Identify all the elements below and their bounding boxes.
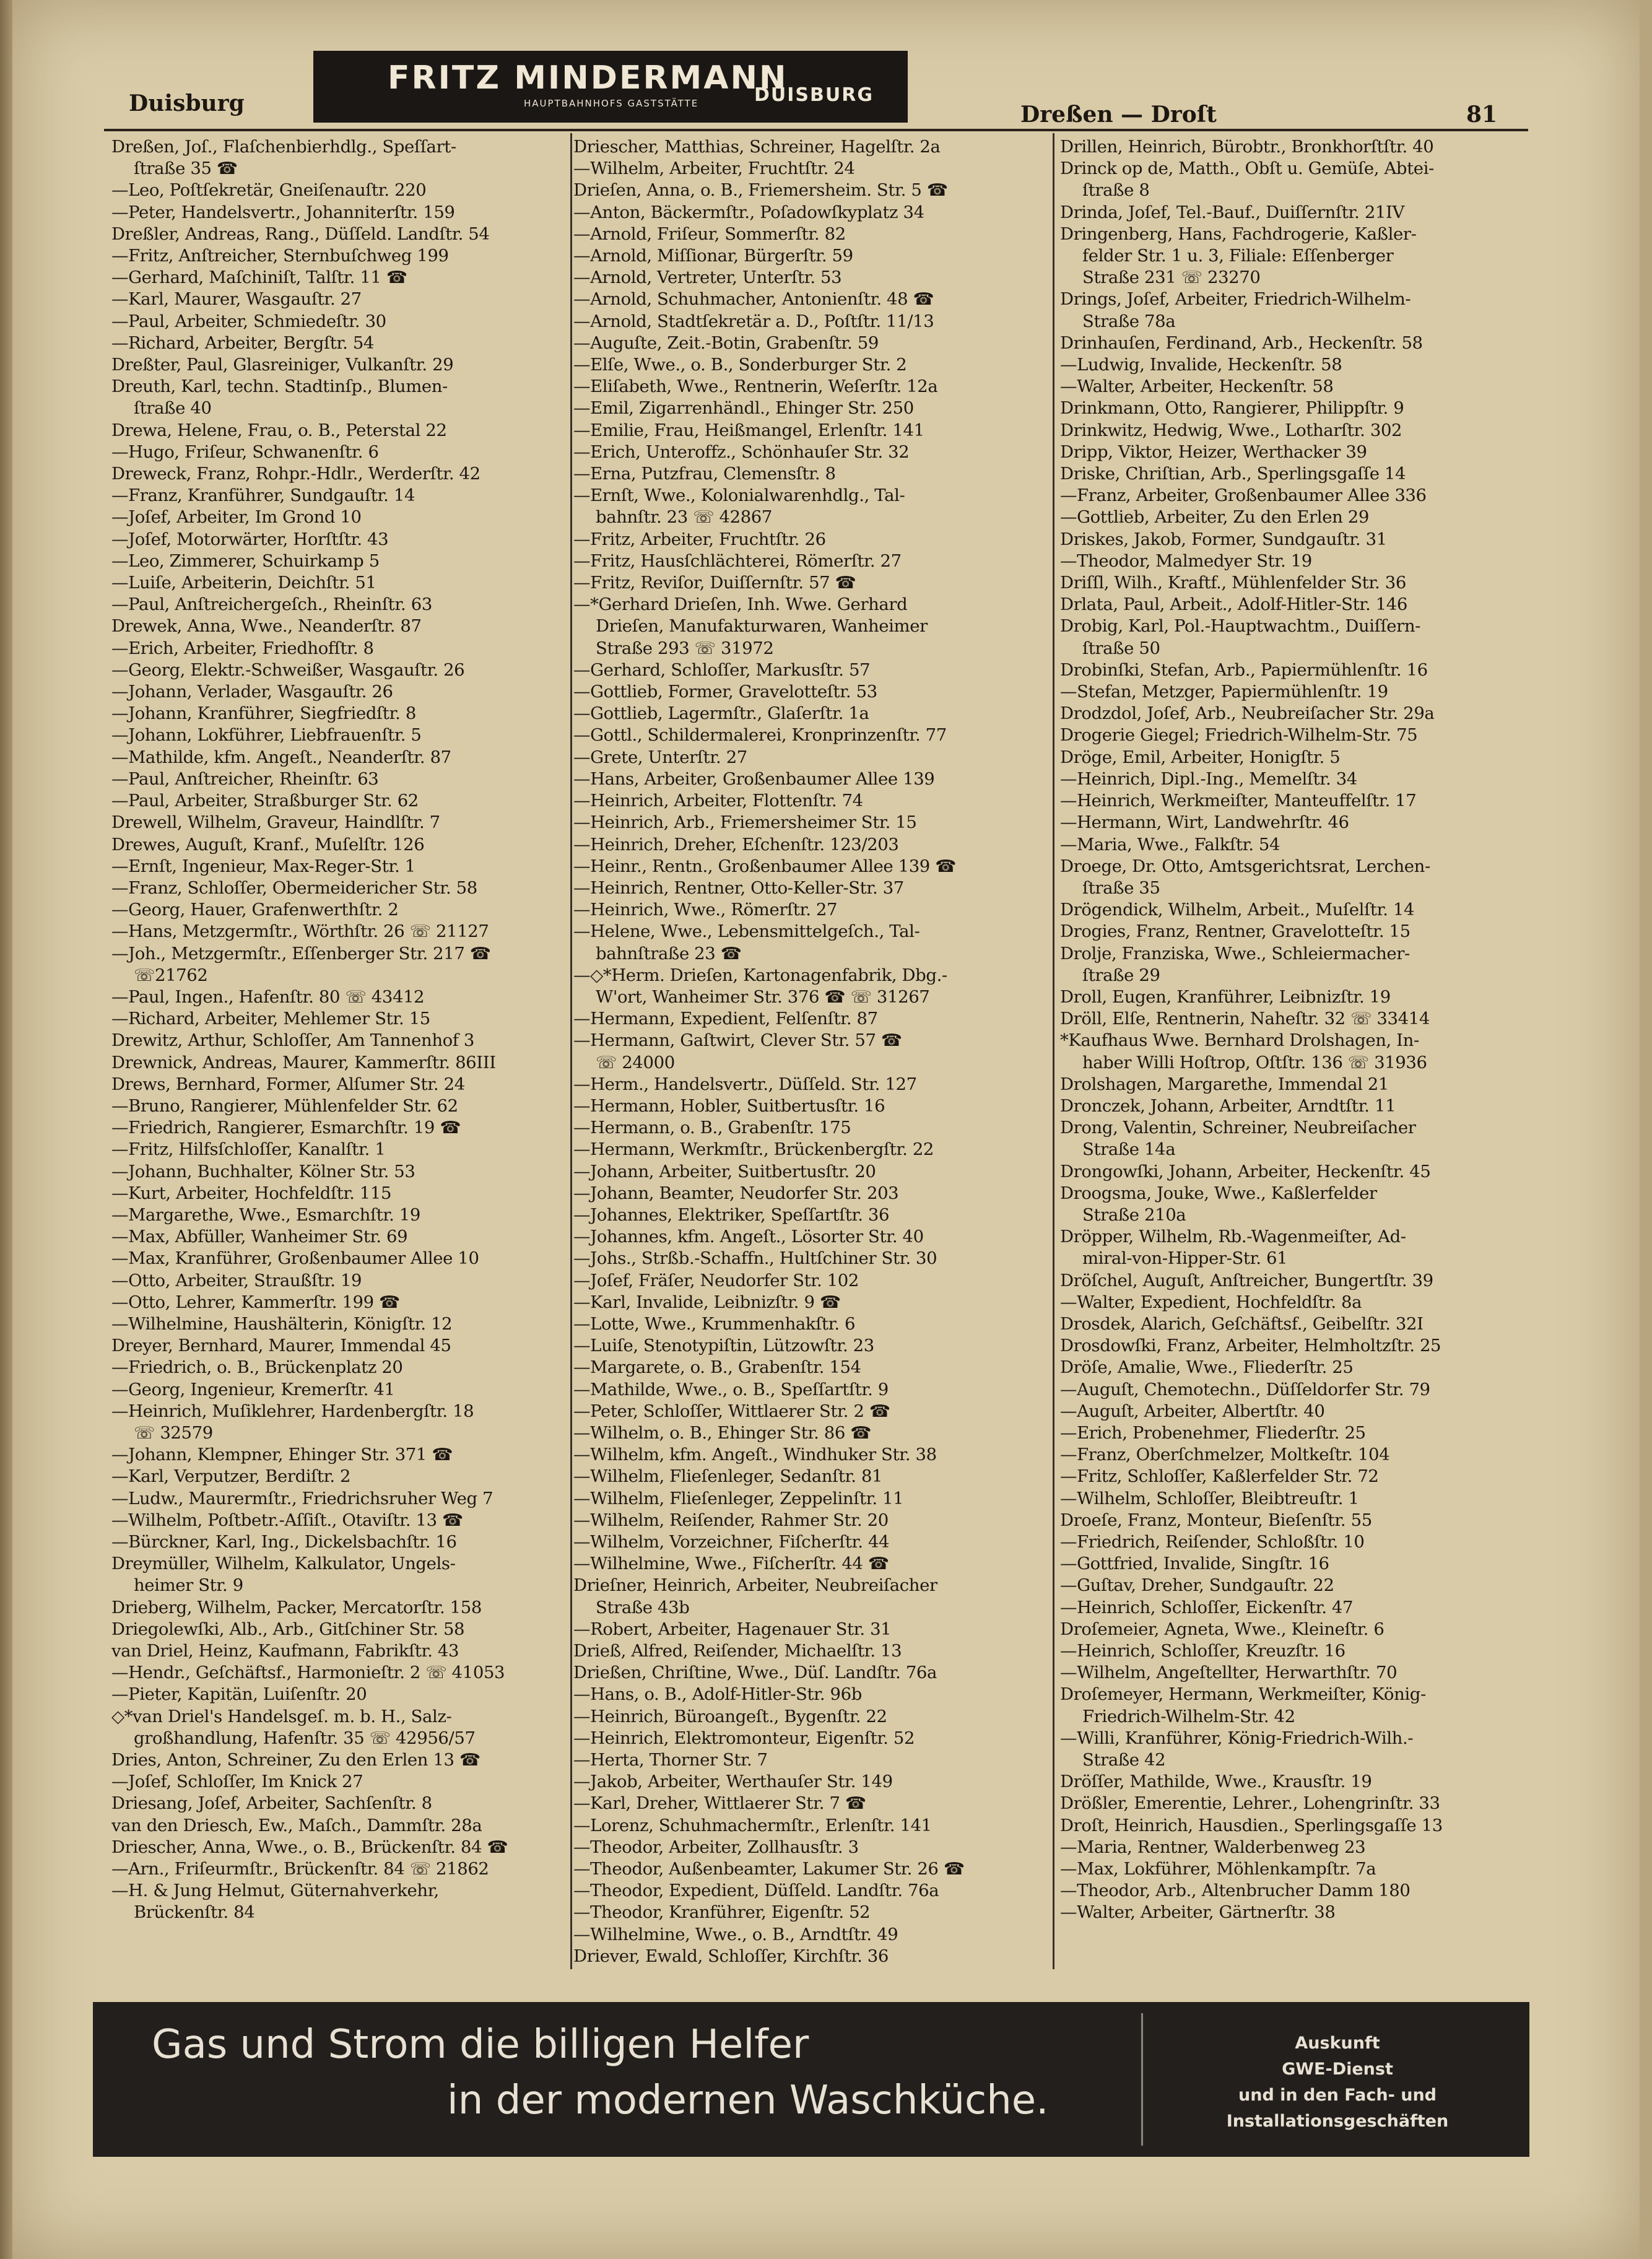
directory-entry: Dröge, Emil, Arbeiter, Honigſtr. 5 — [1060, 747, 1341, 767]
ad-subline: in der modernen Waschküche. — [447, 2078, 1049, 2123]
directory-column-1 — [111, 136, 570, 1969]
directory-entry: —Mathilde, Wwe., o. B., Speſſartſtr. 9 — [573, 1379, 889, 1399]
directory-entry: —Hermann, Wirt, Landwehrſtr. 46 — [1060, 812, 1349, 833]
directory-entry: —Hugo, Friſeur, Schwanenſtr. 6 — [111, 442, 379, 462]
directory-entry: Driskes, Jakob, Former, Sundgauſtr. 31 — [1060, 529, 1387, 549]
directory-entry: Drießen, Chriſtine, Wwe., Düſ. Landſtr. 76a — [573, 1663, 937, 1683]
directory-entry: ſtraße 35 — [1082, 877, 1160, 898]
banner-name: FRITZ MINDERMANN — [388, 59, 788, 97]
directory-entry: —Lorenz, Schuhmachermſtr., Erlenſtr. 141 — [573, 1815, 932, 1835]
directory-entry: —Herta, Thorner Str. 7 — [573, 1750, 768, 1770]
column-divider — [570, 133, 572, 1969]
directory-entry: miral-von-Hipper-Str. 61 — [1082, 1248, 1288, 1269]
directory-entry: —Wilhelm, Vorzeichner, Fiſcherſtr. 44 — [573, 1532, 890, 1552]
directory-entry: Drobinſki, Stefan, Arb., Papiermühlenſtr. 16 — [1060, 659, 1428, 680]
directory-entry: Drongowſki, Johann, Arbeiter, Heckenſtr. 45 — [1060, 1161, 1431, 1182]
directory-entry: —Gottfried, Invalide, Singſtr. 16 — [1060, 1554, 1329, 1574]
directory-entry: —Heinrich, Muſiklehrer, Hardenbergſtr. 18 — [111, 1401, 474, 1421]
directory-entry: Dringenberg, Hans, Fachdrogerie, Kaßler- — [1060, 224, 1417, 244]
directory-entry: —Gottl., Schildermalerei, Kronprinzenſtr. 77 — [573, 725, 947, 746]
header-range: Dreßen — Droſt — [1020, 102, 1217, 128]
directory-entry: —Johann, Beamter, Neudorfer Str. 203 — [573, 1183, 899, 1203]
directory-entry: —Eliſabeth, Wwe., Rentnerin, Weſerſtr. 12a — [573, 376, 938, 397]
directory-entry: —Paul, Arbeiter, Schmiedeſtr. 30 — [111, 311, 386, 331]
directory-entry: —H. & Jung Helmut, Güternahverkehr, — [111, 1881, 439, 1901]
directory-entry: —Wilhelm, Reiſender, Rahmer Str. 20 — [573, 1510, 889, 1530]
directory-entry: —Bruno, Rangierer, Mühlenfelder Str. 62 — [111, 1095, 458, 1116]
directory-entry: Dröpper, Wilhelm, Rb.-Wagenmeiſter, Ad- — [1060, 1227, 1406, 1247]
directory-entry: —Fritz, Hausſchlächterei, Römerſtr. 27 — [573, 551, 902, 571]
directory-entry: Drewell, Wilhelm, Graveur, Haindlſtr. 7 — [111, 812, 440, 833]
directory-entry: —Otto, Arbeiter, Straußſtr. 19 — [111, 1270, 362, 1291]
directory-entry: —Max, Lokführer, Möhlenkampſtr. 7a — [1060, 1859, 1376, 1879]
directory-entry: —Wilhelmine, Haushälterin, Königſtr. 12 — [111, 1313, 453, 1334]
directory-entry: —Wilhelmine, Wwe., Fiſcherſtr. 44 ☎ — [573, 1554, 889, 1574]
directory-entry: Driesang, Joſef, Arbeiter, Sachſenſtr. 8 — [111, 1793, 432, 1814]
directory-column-2 — [573, 136, 1043, 1969]
directory-entry: —Karl, Maurer, Wasgauſtr. 27 — [111, 289, 362, 310]
ad-info-line: GWE-Dienst — [1282, 2060, 1393, 2079]
directory-entry: Dreymüller, Wilhelm, Kalkulator, Ungels- — [111, 1554, 456, 1574]
directory-entry: —Theodor, Arb., Altenbrucher Damm 180 — [1060, 1881, 1411, 1901]
directory-entry: —Luiſe, Stenotypiſtin, Lützowſtr. 23 — [573, 1336, 874, 1356]
directory-entry: —Maria, Wwe., Falkſtr. 54 — [1060, 834, 1280, 855]
directory-entry: —Auguſt, Chemotechn., Düſſeldorfer Str. 79 — [1060, 1379, 1430, 1399]
directory-entry: —Hermann, o. B., Grabenſtr. 175 — [573, 1118, 851, 1138]
directory-entry: —Johs., Strßb.-Schaffn., Hultſchiner Str. 30 — [573, 1248, 937, 1269]
directory-entry: Drinkwitz, Hedwig, Wwe., Lotharſtr. 302 — [1060, 420, 1402, 440]
directory-entry: —Herm., Handelsvertr., Düſſeld. Str. 127 — [573, 1074, 917, 1094]
directory-entry: —Johann, Arbeiter, Suitbertusſtr. 20 — [573, 1161, 876, 1182]
directory-entry: Dries, Anton, Schreiner, Zu den Erlen 13 ☎ — [111, 1750, 480, 1770]
directory-entry: —Guſtav, Dreher, Sundgauſtr. 22 — [1060, 1575, 1334, 1596]
directory-entry: Straße 293 ☏ 31972 — [596, 638, 774, 658]
directory-entry: van Driel, Heinz, Kaufmann, Fabrikſtr. 43 — [111, 1641, 459, 1661]
directory-entry: Drieſen, Anna, o. B., Friemersheim. Str. 5 ☎ — [573, 180, 948, 201]
directory-entry: —Heinrich, Arbeiter, Flottenſtr. 74 — [573, 791, 863, 811]
ad-info-line: Installationsgeschäften — [1226, 2112, 1449, 2131]
directory-entry: —Ludwig, Invalide, Heckenſtr. 58 — [1060, 355, 1342, 375]
directory-entry: Drewa, Helene, Frau, o. B., Peterstal 22 — [111, 420, 447, 440]
directory-entry: —Otto, Lehrer, Kammerſtr. 199 ☎ — [111, 1292, 400, 1312]
directory-entry: —Wilhelm, Flieſenleger, Sedanſtr. 81 — [573, 1466, 883, 1487]
directory-entry: —Wilhelm, Schloſſer, Bleibtreuſtr. 1 — [1060, 1488, 1359, 1508]
directory-entry: Drolshagen, Margarethe, Immendal 21 — [1060, 1074, 1389, 1094]
directory-entry: Drinhauſen, Ferdinand, Arb., Heckenſtr. 58 — [1060, 333, 1423, 353]
directory-entry: Driescher, Anna, Wwe., o. B., Brückenſtr. 84 ☎ — [111, 1837, 508, 1857]
directory-entry: —Georg, Ingenieur, Kremerſtr. 41 — [111, 1379, 395, 1399]
directory-entry: —Heinrich, Dipl.-Ing., Memelſtr. 34 — [1060, 768, 1357, 789]
directory-entry: ☏ 24000 — [596, 1052, 675, 1073]
directory-entry: —Johannes, Elektriker, Speſſartſtr. 36 — [573, 1204, 890, 1225]
directory-entry: —Gottlieb, Lagermſtr., Glaſerſtr. 1a — [573, 703, 869, 724]
directory-entry: —Joſef, Motorwärter, Horſtſtr. 43 — [111, 529, 389, 549]
directory-entry: Dreßter, Paul, Glasreiniger, Vulkanſtr. 29 — [111, 355, 454, 375]
directory-entry: Drosdek, Alarich, Geſchäftsf., Geibelſtr. 32I — [1060, 1313, 1424, 1334]
directory-entry: —Friedrich, Rangierer, Esmarchſtr. 19 ☎ — [111, 1118, 461, 1138]
directory-entry: —Willi, Kranführer, König-Friedrich-Wilh.- — [1060, 1728, 1414, 1748]
directory-entry: heimer Str. 9 — [134, 1575, 243, 1596]
directory-entry: —Hermann, Expedient, Felſenſtr. 87 — [573, 1009, 878, 1029]
directory-entry: —Elſe, Wwe., o. B., Sonderburger Str. 2 — [573, 355, 907, 375]
directory-entry: —Walter, Expedient, Hochfeldſtr. 8a — [1060, 1292, 1362, 1312]
directory-entry: Drings, Joſef, Arbeiter, Friedrich-Wilhelm- — [1060, 289, 1411, 310]
directory-entry: Brückenſtr. 84 — [134, 1902, 255, 1923]
directory-entry: —Wilhelm, Flieſenleger, Zeppelinſtr. 11 — [573, 1488, 904, 1508]
directory-entry: —Auguſt, Arbeiter, Albertſtr. 40 — [1060, 1401, 1325, 1421]
directory-entry: —Johann, Lokführer, Liebfrauenſtr. 5 — [111, 725, 422, 746]
directory-entry: —Margarete, o. B., Grabenſtr. 154 — [573, 1357, 861, 1378]
directory-entry: —Wilhelm, kfm. Angeſt., Windhuker Str. 38 — [573, 1445, 937, 1465]
directory-entry: Dreweck, Franz, Rohpr.-Hdlr., Werderſtr. 42 — [111, 464, 480, 484]
directory-entry: Drolje, Franziska, Wwe., Schleiermacher- — [1060, 943, 1410, 964]
directory-entry: —Heinrich, Elektromonteur, Eigenſtr. 52 — [573, 1728, 915, 1748]
directory-entry: —Richard, Arbeiter, Mehlemer Str. 15 — [111, 1009, 430, 1029]
header-rule — [104, 129, 1528, 131]
directory-entry: Dröſſer, Mathilde, Wwe., Krausſtr. 19 — [1060, 1772, 1372, 1792]
directory-entry: Droſemeier, Agneta, Wwe., Kleineſtr. 6 — [1060, 1619, 1385, 1639]
banner-subtitle: HAUPTBAHNHOFS GASTSTÄTTE — [524, 98, 699, 109]
directory-entry: *Kaufhaus Wwe. Bernhard Drolshagen, In- — [1060, 1030, 1419, 1051]
directory-entry: —Hans, Metzgermſtr., Wörthſtr. 26 ☏ 21127 — [111, 921, 489, 942]
directory-entry: Drinck op de, Matth., Obſt u. Gemüſe, Abtei- — [1060, 159, 1434, 179]
directory-entry: —Fritz, Schloſſer, Kaßlerfelder Str. 72 — [1060, 1466, 1379, 1487]
directory-entry: —Robert, Arbeiter, Hagenauer Str. 31 — [573, 1619, 892, 1639]
directory-entry: Dröſe, Amalie, Wwe., Fliederſtr. 25 — [1060, 1357, 1354, 1378]
directory-entry: Dröll, Elſe, Rentnerin, Naheſtr. 32 ☏ 33414 — [1060, 1009, 1430, 1029]
directory-entry: Drögendick, Wilhelm, Arbeit., Muſelſtr. 14 — [1060, 900, 1415, 920]
directory-entry: Drewitz, Arthur, Schloſſer, Am Tannenhof 3 — [111, 1030, 475, 1051]
directory-entry: Droeſe, Franz, Monteur, Bieſenſtr. 55 — [1060, 1510, 1372, 1530]
directory-entry: —Heinrich, Dreher, Eſchenſtr. 123/203 — [573, 834, 899, 855]
directory-entry: Straße 14a — [1082, 1139, 1176, 1160]
directory-entry: —Richard, Arbeiter, Bergſtr. 54 — [111, 333, 375, 353]
directory-entry: —Gottlieb, Arbeiter, Zu den Erlen 29 — [1060, 507, 1369, 528]
directory-entry: Drieberg, Wilhelm, Packer, Mercatorſtr. 158 — [111, 1597, 482, 1617]
directory-entry: —Franz, Schloſſer, Obermeidericher Str. 58 — [111, 877, 477, 898]
directory-entry: felder Str. 1 u. 3, Filiale: Eſſenberger — [1082, 246, 1394, 266]
ad-headline: Gas und Strom die billigen Helfer — [152, 2022, 809, 2068]
directory-entry: —Max, Kranführer, Großenbaumer Allee 10 — [111, 1248, 479, 1269]
directory-entry: —Joſef, Arbeiter, Im Grond 10 — [111, 507, 362, 528]
directory-entry: —Anton, Bäckermſtr., Poſadowſkyplatz 34 — [573, 202, 924, 222]
directory-entry: Dreßler, Andreas, Rang., Düſſeld. Landſtr. 54 — [111, 224, 490, 244]
directory-entry: bahnſtr. 23 ☏ 42867 — [596, 507, 773, 528]
directory-entry: —Arn., Friſeurmſtr., Brückenſtr. 84 ☏ 21862 — [111, 1859, 489, 1879]
directory-entry: —Luiſe, Arbeiterin, Deichſtr. 51 — [111, 573, 376, 593]
directory-entry: —Gerhard, Schloſſer, Markusſtr. 57 — [573, 659, 871, 680]
directory-entry: —Joh., Metzgermſtr., Eſſenberger Str. 217 ☎ — [111, 943, 491, 964]
directory-entry: —Stefan, Metzger, Papiermühlenſtr. 19 — [1060, 682, 1388, 702]
directory-entry: —Johann, Kranführer, Siegfriedſtr. 8 — [111, 703, 416, 724]
directory-entry: —Franz, Kranführer, Sundgauſtr. 14 — [111, 485, 415, 506]
advertisement-banner — [313, 51, 908, 123]
ad-info-line: und in den Fach- und — [1238, 2086, 1437, 2105]
directory-entry: —◇*Herm. Drieſen, Kartonagenfabrik, Dbg.- — [573, 965, 947, 985]
directory-entry: —Arnold, Friſeur, Sommerſtr. 82 — [573, 224, 846, 244]
directory-entry: —Heinrich, Schloſſer, Eickenſtr. 47 — [1060, 1597, 1354, 1617]
directory-entry: Drlata, Paul, Arbeit., Adolf-Hitler-Str. 146 — [1060, 594, 1407, 615]
directory-entry: —Heinrich, Wwe., Römerſtr. 27 — [573, 900, 838, 920]
directory-entry: —Heinrich, Büroangeſt., Bygenſtr. 22 — [573, 1706, 887, 1726]
footer-advertisement — [93, 2002, 1529, 2157]
directory-entry: —*Gerhard Drieſen, Inh. Wwe. Gerhard — [573, 594, 908, 615]
directory-entry: —Gottlieb, Former, Gravelotteſtr. 53 — [573, 682, 877, 702]
directory-entry: —Grete, Unterſtr. 27 — [573, 747, 747, 767]
directory-entry: Dreyer, Bernhard, Maurer, Immendal 45 — [111, 1336, 451, 1356]
directory-entry: —Franz, Arbeiter, Großenbaumer Allee 336 — [1060, 485, 1427, 506]
directory-entry: —Theodor, Arbeiter, Zollhausſtr. 3 — [573, 1837, 859, 1857]
directory-entry: —Friedrich, Reiſender, Schloßſtr. 10 — [1060, 1532, 1365, 1552]
directory-entry: —Hendr., Geſchäftsf., Harmonieſtr. 2 ☏ 41053 — [111, 1663, 505, 1683]
directory-entry: Dronczek, Johann, Arbeiter, Arndtſtr. 11 — [1060, 1095, 1396, 1116]
column-divider — [1053, 133, 1054, 1969]
directory-entry: Dripp, Viktor, Heizer, Werthacker 39 — [1060, 442, 1367, 462]
directory-entry: Straße 43b — [596, 1597, 690, 1617]
directory-entry: Drieß, Alfred, Reiſender, Michaelſtr. 13 — [573, 1641, 902, 1661]
directory-entry: —Margarethe, Wwe., Esmarchſtr. 19 — [111, 1204, 420, 1225]
directory-entry: Droſemeyer, Hermann, Werkmeiſter, König- — [1060, 1684, 1426, 1705]
directory-entry: —Georg, Hauer, Grafenwerthſtr. 2 — [111, 900, 399, 920]
directory-entry: Driever, Ewald, Schloſſer, Kirchſtr. 36 — [573, 1946, 889, 1966]
page-number: 81 — [1466, 102, 1498, 128]
directory-entry: —Pieter, Kapitän, Luiſenſtr. 20 — [111, 1684, 367, 1705]
directory-entry: Drinda, Joſef, Tel.-Bauf., Duiſſernſtr. 21IV — [1060, 202, 1404, 222]
directory-entry: —Paul, Ingen., Hafenſtr. 80 ☏ 43412 — [111, 986, 425, 1007]
directory-entry: Driescher, Matthias, Schreiner, Hagelſtr. 2a — [573, 137, 941, 157]
directory-entry: —Hermann, Werkmſtr., Brückenbergſtr. 22 — [573, 1139, 934, 1160]
directory-entry: —Lotte, Wwe., Krummenhakſtr. 6 — [573, 1313, 856, 1334]
directory-entry: ſtraße 50 — [1082, 638, 1160, 658]
directory-entry: —Kurt, Arbeiter, Hochfeldſtr. 115 — [111, 1183, 392, 1203]
directory-entry: bahnſtraße 23 ☎ — [596, 943, 742, 964]
directory-entry: Droſt, Heinrich, Hausdien., Sperlingsgaſſe 13 — [1060, 1815, 1443, 1835]
directory-entry: —Fritz, Arbeiter, Fruchtſtr. 26 — [573, 529, 826, 549]
directory-entry: ſtraße 35 ☎ — [134, 159, 238, 179]
directory-entry: —Georg, Elektr.-Schweißer, Wasgauſtr. 26 — [111, 659, 465, 680]
directory-entry: —Heinrich, Arb., Friemersheimer Str. 15 — [573, 812, 917, 833]
directory-entry: Friedrich-Wilhelm-Str. 42 — [1082, 1706, 1295, 1726]
directory-entry: —Karl, Invalide, Leibnizſtr. 9 ☎ — [573, 1292, 841, 1312]
directory-entry: —Fritz, Hilfsſchloſſer, Kanalſtr. 1 — [111, 1139, 386, 1160]
directory-entry: Drillen, Heinrich, Bürobtr., Bronkhorſtſtr. 40 — [1060, 137, 1434, 157]
directory-entry: —Mathilde, kfm. Angeſt., Neanderſtr. 87 — [111, 747, 451, 767]
directory-entry: —Hans, o. B., Adolf-Hitler-Str. 96b — [573, 1684, 862, 1705]
directory-entry: Droogsma, Jouke, Wwe., Kaßlerfelder — [1060, 1183, 1377, 1203]
directory-entry: Straße 42 — [1082, 1750, 1166, 1770]
directory-entry: Drosdowſki, Franz, Arbeiter, Helmholtzſtr. 25 — [1060, 1336, 1441, 1356]
directory-entry: —Ernſt, Ingenieur, Max-Reger-Str. 1 — [111, 856, 415, 876]
directory-entry: —Maria, Rentner, Walderbenweg 23 — [1060, 1837, 1366, 1857]
directory-entry: Drogies, Franz, Rentner, Gravelotteſtr. 15 — [1060, 921, 1411, 942]
directory-entry: —Fritz, Reviſor, Duiſſernſtr. 57 ☎ — [573, 573, 856, 593]
ad-divider — [1141, 2013, 1143, 2146]
directory-entry: —Walter, Arbeiter, Heckenſtr. 58 — [1060, 376, 1334, 397]
directory-entry: —Arnold, Schuhmacher, Antonienſtr. 48 ☎ — [573, 289, 934, 310]
directory-entry: Dreßen, Joſ., Flaſchenbierhdlg., Speſſart- — [111, 137, 456, 157]
directory-entry: —Erna, Putzfrau, Clemensſtr. 8 — [573, 464, 836, 484]
directory-entry: —Paul, Arbeiter, Straßburger Str. 62 — [111, 791, 419, 811]
directory-entry: Dröſchel, Auguſt, Anſtreicher, Bungertſtr. 39 — [1060, 1270, 1433, 1291]
directory-entry: —Heinrich, Rentner, Otto-Keller-Str. 37 — [573, 877, 904, 898]
directory-entry: Driegolewſki, Alb., Arb., Gitſchiner Str. 58 — [111, 1619, 465, 1639]
directory-entry: —Paul, Anſtreichergeſch., Rheinſtr. 63 — [111, 594, 432, 615]
directory-entry: —Karl, Dreher, Wittlaerer Str. 7 ☎ — [573, 1793, 866, 1814]
directory-entry: —Theodor, Kranführer, Eigenſtr. 52 — [573, 1902, 871, 1923]
directory-entry: —Erich, Unteroffz., Schönhauſer Str. 32 — [573, 442, 910, 462]
directory-entry: —Johann, Verlader, Wasgauſtr. 26 — [111, 682, 393, 702]
directory-entry: —Paul, Anſtreicher, Rheinſtr. 63 — [111, 768, 379, 789]
directory-entry: —Helene, Wwe., Lebensmittelgeſch., Tal- — [573, 921, 920, 942]
directory-entry: —Peter, Handelsvertr., Johanniterſtr. 159 — [111, 202, 455, 222]
directory-entry: Straße 231 ☏ 23270 — [1082, 268, 1261, 288]
directory-entry: —Theodor, Außenbeamter, Lakumer Str. 26 ☎ — [573, 1859, 965, 1879]
directory-entry: —Theodor, Expedient, Düſſeld. Landſtr. 76a — [573, 1881, 939, 1901]
header-city: Duisburg — [129, 90, 245, 116]
directory-entry: —Ludw., Maurermſtr., Friedrichsruher Weg 7 — [111, 1488, 493, 1508]
directory-entry: ☏21762 — [134, 965, 208, 985]
directory-entry: ſtraße 8 — [1082, 180, 1150, 201]
directory-entry: ☏ 32579 — [134, 1422, 213, 1443]
directory-entry: —Bürckner, Karl, Ing., Dickelsbachſtr. 16 — [111, 1532, 457, 1552]
ad-info-line: Auskunft — [1295, 2034, 1380, 2053]
directory-entry: —Arnold, Miſſionar, Bürgerſtr. 59 — [573, 246, 853, 266]
directory-entry: —Walter, Arbeiter, Gärtnerſtr. 38 — [1060, 1902, 1336, 1923]
directory-entry: —Peter, Schloſſer, Wittlaerer Str. 2 ☎ — [573, 1401, 890, 1421]
directory-entry: —Johann, Buchhalter, Kölner Str. 53 — [111, 1161, 415, 1182]
directory-entry: —Emilie, Frau, Heißmangel, Erlenſtr. 141 — [573, 420, 924, 440]
book-spine — [0, 0, 12, 2259]
directory-entry: Driſſl, Wilh., Kraftf., Mühlenfelder Str. 36 — [1060, 573, 1406, 593]
directory-entry: ◇*van Driel's Handelsgeſ. m. b. H., Salz- — [111, 1706, 452, 1726]
directory-entry: Drieſner, Heinrich, Arbeiter, Neubreiſacher — [573, 1575, 937, 1596]
directory-entry: ſtraße 40 — [134, 398, 212, 419]
directory-entry: —Joſef, Schloſſer, Im Knick 27 — [111, 1772, 363, 1792]
directory-entry: —Johannes, kfm. Angeſt., Lösorter Str. 40 — [573, 1227, 924, 1247]
directory-entry: —Emil, Zigarrenhändl., Ehinger Str. 250 — [573, 398, 914, 419]
directory-entry: —Leo, Zimmerer, Schuirkamp 5 — [111, 551, 380, 571]
directory-entry: Droll, Eugen, Kranführer, Leibnizſtr. 19 — [1060, 986, 1391, 1007]
directory-entry: Droege, Dr. Otto, Amtsgerichtsrat, Lerchen- — [1060, 856, 1430, 876]
ad-info — [1146, 2030, 1529, 2135]
directory-entry: Drogerie Giegel; Friedrich-Wilhelm-Str. 75 — [1060, 725, 1418, 746]
directory-entry: —Wilhelm, Arbeiter, Fruchtſtr. 24 — [573, 159, 855, 179]
directory-entry: Drieſen, Manufakturwaren, Wanheimer — [596, 616, 928, 637]
directory-entry: Straße 78a — [1082, 311, 1176, 331]
directory-entry: haber Willi Hoſtrop, Oſtſtr. 136 ☏ 31936 — [1082, 1052, 1427, 1073]
directory-entry: Drewnick, Andreas, Maurer, Kammerſtr. 86III — [111, 1052, 496, 1073]
directory-entry: Drößler, Emerentie, Lehrer., Lohengrinſtr. 33 — [1060, 1793, 1440, 1814]
directory-entry: —Erich, Probenehmer, Fliederſtr. 25 — [1060, 1422, 1366, 1443]
directory-entry: großhandlung, Hafenſtr. 35 ☏ 42956/57 — [134, 1728, 476, 1748]
banner-city: DUISBURG — [754, 84, 874, 106]
directory-entry: —Jakob, Arbeiter, Werthauſer Str. 149 — [573, 1772, 893, 1792]
directory-entry: van den Driesch, Ew., Maſch., Dammſtr. 28a — [111, 1815, 482, 1835]
directory-entry: —Gerhard, Maſchiniſt, Talſtr. 11 ☎ — [111, 268, 407, 288]
directory-entry: —Joſef, Fräſer, Neudorfer Str. 102 — [573, 1270, 859, 1291]
directory-entry: —Heinrich, Schloſſer, Kreuzſtr. 16 — [1060, 1641, 1346, 1661]
directory-entry: Driske, Chriſtian, Arb., Sperlingsgaſſe 14 — [1060, 464, 1406, 484]
directory-entry: —Heinrich, Werkmeiſter, Manteuffelſtr. 17 — [1060, 791, 1417, 811]
directory-entry: —Heinr., Rentn., Großenbaumer Allee 139 ☎ — [573, 856, 957, 876]
directory-entry: Straße 210a — [1082, 1204, 1186, 1225]
directory-entry: Drobig, Karl, Pol.-Hauptwachtm., Duiſſern- — [1060, 616, 1421, 637]
directory-entry: —Wilhelmine, Wwe., o. B., Arndtſtr. 49 — [573, 1924, 898, 1944]
directory-entry: Drewes, Auguſt, Kranf., Muſelſtr. 126 — [111, 834, 425, 855]
directory-entry: —Johann, Klempner, Ehinger Str. 371 ☎ — [111, 1445, 453, 1465]
directory-entry: —Erich, Arbeiter, Friedhofſtr. 8 — [111, 638, 374, 658]
directory-entry: —Wilhelm, Poſtbetr.-Aſſiſt., Otaviſtr. 13 ☎ — [111, 1510, 463, 1530]
directory-entry: W'ort, Wanheimer Str. 376 ☎ ☏ 31267 — [596, 986, 930, 1007]
directory-entry: —Arnold, Stadtſekretär a. D., Poſtſtr. 11/13 — [573, 311, 934, 331]
directory-entry: Drews, Bernhard, Former, Alſumer Str. 24 — [111, 1074, 465, 1094]
directory-entry: —Leo, Poſtſekretär, Gneiſenauſtr. 220 — [111, 180, 427, 201]
directory-entry: —Hans, Arbeiter, Großenbaumer Allee 139 — [573, 768, 935, 789]
directory-entry: —Friedrich, o. B., Brückenplatz 20 — [111, 1357, 403, 1378]
directory-entry: —Auguſte, Zeit.-Botin, Grabenſtr. 59 — [573, 333, 879, 353]
directory-entry: Drong, Valentin, Schreiner, Neubreiſacher — [1060, 1118, 1416, 1138]
directory-entry: —Ernſt, Wwe., Kolonialwarenhdlg., Tal- — [573, 485, 905, 506]
directory-entry: Dreuth, Karl, techn. Stadtinſp., Blumen- — [111, 376, 448, 397]
directory-entry: —Karl, Verputzer, Berdiſtr. 2 — [111, 1466, 351, 1487]
directory-entry: —Wilhelm, Angeſtellter, Herwarthſtr. 70 — [1060, 1663, 1398, 1683]
directory-entry: —Hermann, Hobler, Suitbertusſtr. 16 — [573, 1095, 885, 1116]
directory-entry: —Hermann, Gaſtwirt, Clever Str. 57 ☎ — [573, 1030, 902, 1051]
directory-entry: ſtraße 29 — [1082, 965, 1160, 985]
directory-entry: —Arnold, Vertreter, Unterſtr. 53 — [573, 268, 842, 288]
directory-entry: —Fritz, Anſtreicher, Sternbuſchweg 199 — [111, 246, 449, 266]
directory-entry: —Max, Abfüller, Wanheimer Str. 69 — [111, 1227, 408, 1247]
directory-column-3 — [1060, 136, 1531, 1969]
directory-entry: —Franz, Oberſchmelzer, Moltkeſtr. 104 — [1060, 1445, 1390, 1465]
directory-entry: Drodzdol, Joſef, Arb., Neubreiſacher Str. 29a — [1060, 703, 1435, 724]
directory-entry: Drinkmann, Otto, Rangierer, Philippſtr. 9 — [1060, 398, 1404, 419]
directory-entry: —Theodor, Malmedyer Str. 19 — [1060, 551, 1312, 571]
directory-entry: —Wilhelm, o. B., Ehinger Str. 86 ☎ — [573, 1422, 872, 1443]
directory-entry: Drewek, Anna, Wwe., Neanderſtr. 87 — [111, 616, 422, 637]
